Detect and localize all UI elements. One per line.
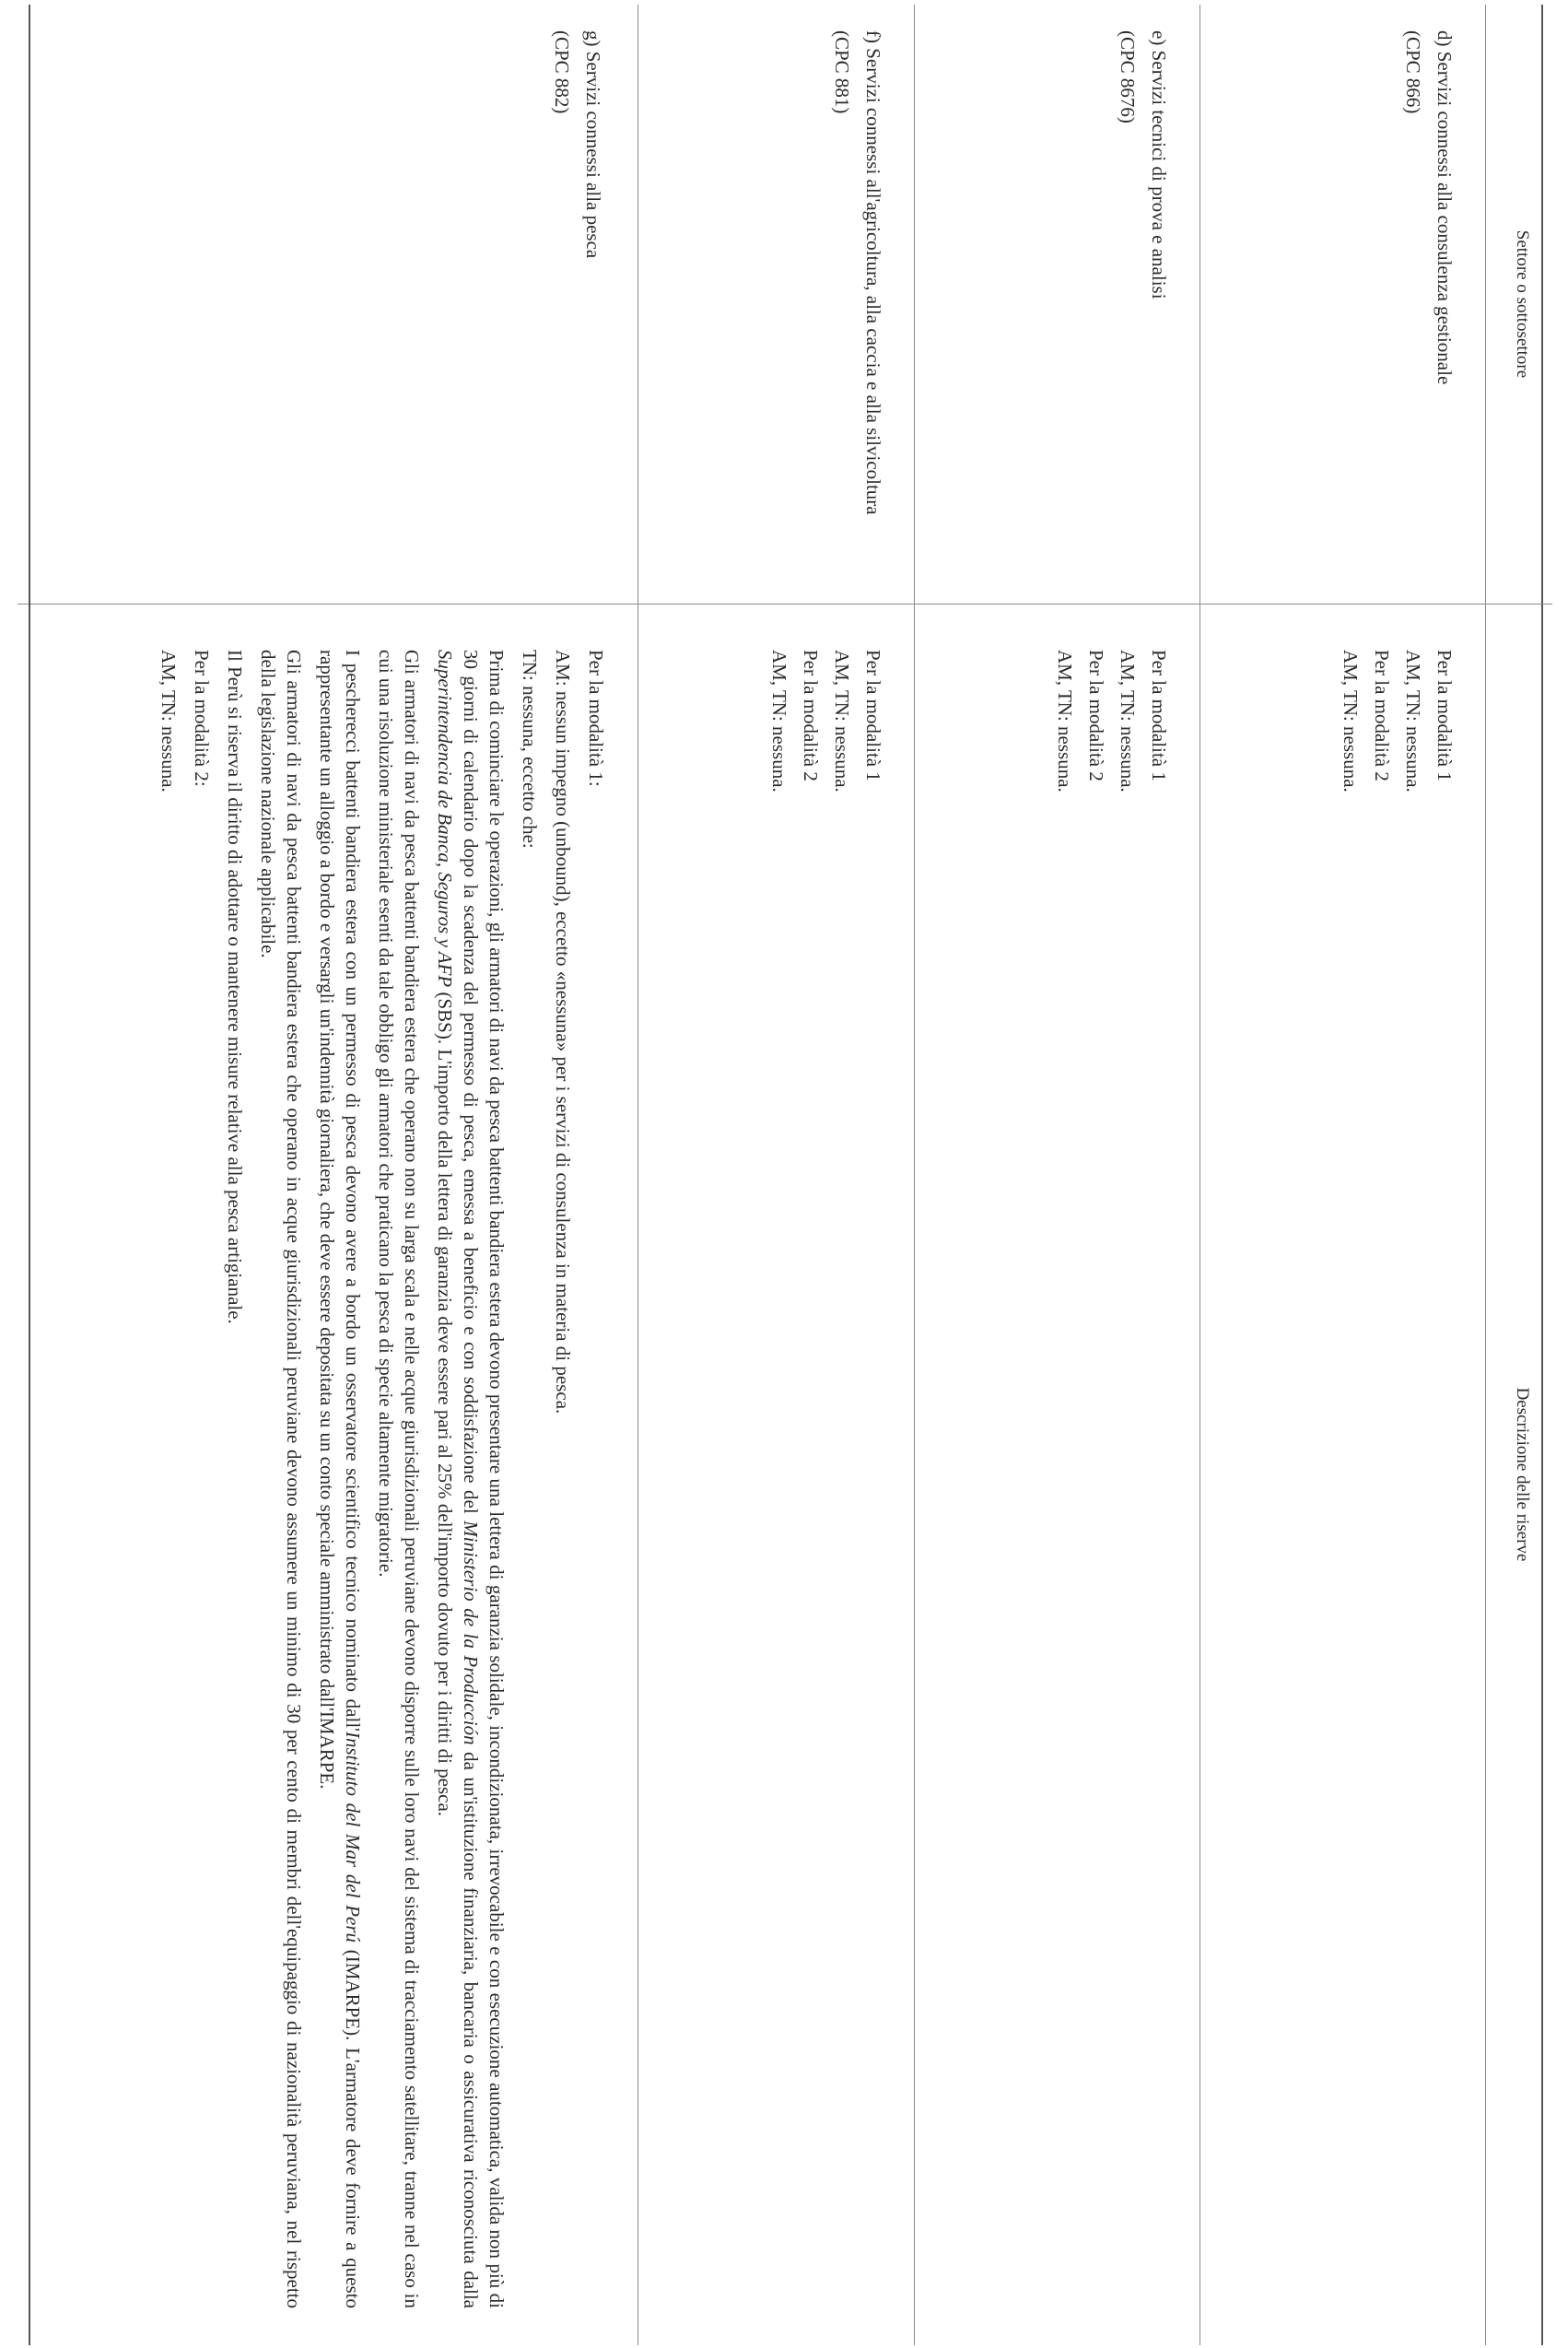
mode-label: Per la modalità 1: xyxy=(585,650,607,787)
sector-cell xyxy=(826,30,889,611)
sector-cell xyxy=(1398,30,1460,611)
observer-paragraph: I pescherecci battenti bandiera estera con un permesso di pesca devono avere a bordo un osservatore scientifico tecnico nominato dall'Instituto del Mar del Perú (IMARPE). L'armatore deve fornire a questo rappresentante un alloggio a bordo e versargli un'indennità giornaliera, che deve essere depositata su un conto speciale amministrato dall'IMARPE. xyxy=(316,650,364,2308)
mode-label: Per la modalità 1 xyxy=(1148,650,1170,781)
ministry-name: Ministerio de la Producción xyxy=(460,1520,482,1745)
mode-value: AM, TN: nessuna. xyxy=(1402,650,1424,792)
tn-reservation: TN: nessuna, eccetto che: xyxy=(519,650,541,849)
mode-value: AM, TN: nessuna. xyxy=(1054,650,1076,792)
superintendency-name: Superintendencia de Banca, Seguros y AFP xyxy=(434,650,456,988)
header-separator xyxy=(1485,5,1486,2345)
crew-paragraph: Gli armatori di navi da pesca battenti bandiera estera che operano in acque giurisdizionali peruviane devono assumere un minimo di 30 per cento di membri dell'equipaggio di nazionalità peruviana, nel rispetto della legislazione nazionale applicabile. xyxy=(257,650,305,2308)
satellite-paragraph: Gli armatori di navi da pesca battenti bandiera estera che operano non su larga scala e nelle acque giurisdizionali peruviane devono disporre sulle loro navi del sistema di tracciamento satellitare, tranne nel caso in cui una risoluzione ministeriale esenti da tale obbligo gli armatori che praticano la pesca di specie altamente migratorie. xyxy=(375,650,423,2308)
sector-cell xyxy=(546,30,609,611)
mode-label: Per la modalità 2 xyxy=(1085,650,1107,781)
table-top-border xyxy=(1541,5,1543,2345)
cpc-code: (CPC 8676) xyxy=(1117,30,1139,123)
reservations-cell xyxy=(148,650,609,2308)
table-bottom-border xyxy=(29,5,30,2345)
sector-cell xyxy=(1112,30,1175,611)
reservations-cell xyxy=(1335,650,1460,1166)
mode-label: Per la modalità 2: xyxy=(191,650,213,787)
institute-name: Instituto del Mar del Perú xyxy=(342,1731,364,1943)
column-divider xyxy=(18,604,1552,605)
mode-value: AM, TN: nessuna. xyxy=(1117,650,1139,792)
sector-title: e) Servizi tecnici di prova e analisi xyxy=(1148,30,1170,299)
mode-label: Per la modalità 2 xyxy=(1371,650,1393,781)
mode-value: AM, TN: nessuna. xyxy=(768,650,790,792)
header-sector: Settore o sottosettore xyxy=(1513,229,1532,379)
cpc-code: (CPC 866) xyxy=(1402,30,1424,114)
mode-label: Per la modalità 1 xyxy=(1433,650,1456,781)
sector-title: g) Servizi connessi alla pesca xyxy=(582,30,604,259)
artisanal-paragraph: Il Perù si riserva il diritto di adottare o mantenere misure relative alla pesca artigianale. xyxy=(224,650,246,1324)
reservations-cell xyxy=(764,650,889,1166)
reservations-cell xyxy=(1049,650,1175,1166)
mode-value: AM, TN: nessuna. xyxy=(831,650,853,792)
row-divider xyxy=(914,5,915,2345)
header-reservations: Descrizione delle riserve xyxy=(1513,1387,1532,1562)
sector-title: f) Servizi connessi all'agricoltura, alla caccia e alla silvicoltura xyxy=(862,30,884,515)
guarantee-paragraph: Prima di cominciare le operazioni, gli armatori di navi da pesca battenti bandiera estera devono presentare una lettera di garanzia solidale, incondizionata, irrevocabile e con esecuzione automatica, valida non più di 30 giorni di calendario dopo la scadenza del permesso di pesca, emessa a beneficio e con soddisfazione del Ministerio de la Producción da un'istituzione finanziaria, bancaria o assicurativa riconosciuta dalla Superintendencia de Banca, Seguros y AFP (SBS). L'importo della lettera di garanzia deve essere pari al 25% dell'importo dovuto per i diritti di pesca. xyxy=(434,650,508,2309)
am-reservation: AM: nessun impegno (unbound), eccetto «nessuna» per i servizi di consulenza in materia di pesca. xyxy=(552,650,574,1415)
rotated-document-page xyxy=(18,5,1552,2345)
mode-label: Per la modalità 2 xyxy=(800,650,822,781)
sector-title: d) Servizi connessi alla consulenza gestionale xyxy=(1433,30,1456,385)
mode-value: AM, TN: nessuna. xyxy=(158,650,180,792)
mode-label: Per la modalità 1 xyxy=(862,650,884,781)
cpc-code: (CPC 881) xyxy=(831,30,853,114)
row-divider xyxy=(1199,5,1200,2345)
cpc-code: (CPC 882) xyxy=(551,30,573,114)
mode-value: AM, TN: nessuna. xyxy=(1340,650,1362,792)
